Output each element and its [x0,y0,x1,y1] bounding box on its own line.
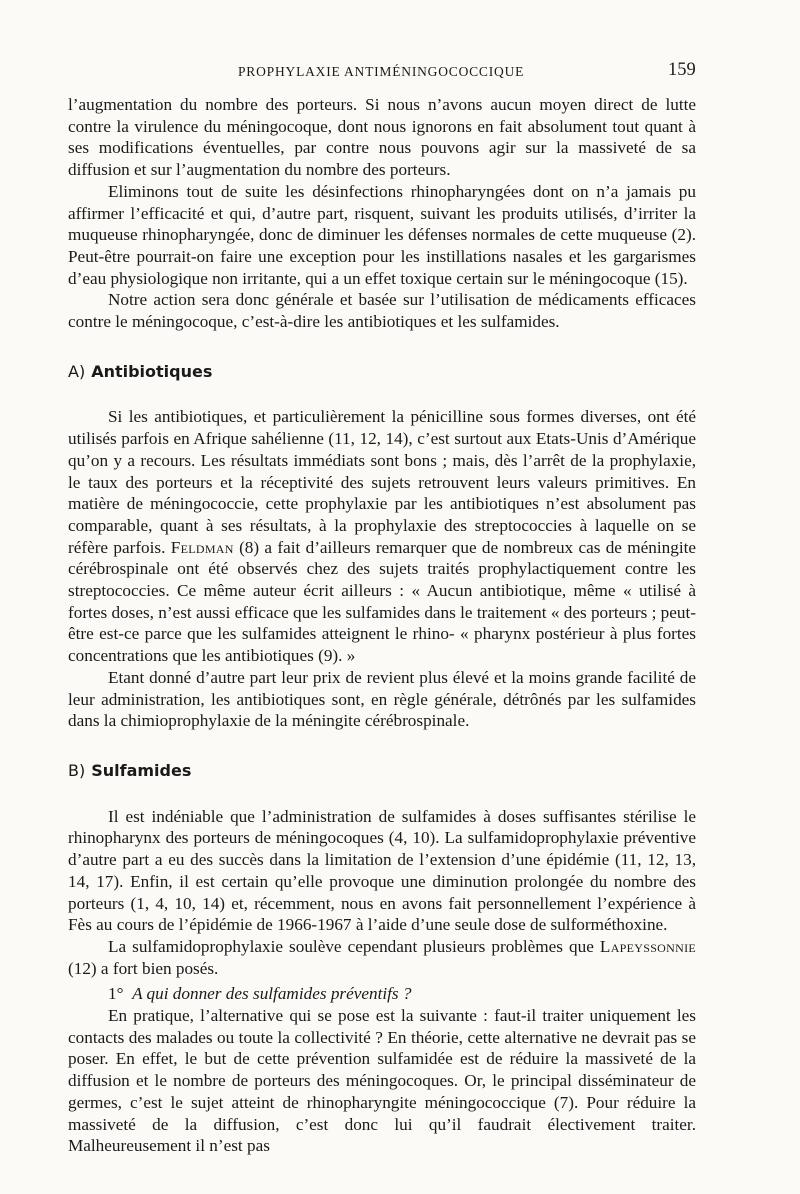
subheading-text: A qui donner des sulfamides préventifs ? [132,984,412,1004]
section-heading-antibiotiques [68,361,696,383]
paragraph-text: (12) a fort bien posés. [68,958,219,978]
page-number: 159 [668,60,696,80]
paragraph: Eliminons tout de suite les désinfections rhinopharyngées dont on n’a jamais pu affirmer l’efficacité et qui, d’autre part, risquent, suivant les produits utilisés, d’irriter la muqueuse rhinopharyngée, donc de diminuer les défenses normales de cette muqueuse (2). Peut-être pourrait-on faire une exception pour les instillations nasales et les gargarismes d’eau physiologique non irritante, qui a un effet toxique certain sur le méningocoque (15). [68,181,696,288]
paragraph-text: Si les antibiotiques, et particulièrement la pénicilline sous formes diverses, ont été utilisés parfois en Afrique sahélienne (11, 12, 14), c’est surtout aux Etats-Unis d’Amérique qu’on y a recours. Les résultats immédiats sont bons ; mais, dès l’arrêt de la prophylaxie, le taux des porteurs et la réceptivité des sujets retrouvent leurs valeurs primitives. En matière de méningococcie, cette prophylaxie par les antibiotiques n’est absolument pas comparable, quant à ses résultats, à la prophylaxie des streptococcies à laquelle on se réfère parfois. [68,407,696,557]
paragraph [68,936,696,979]
body-text [68,94,696,1157]
paragraph: Etant donné d’autre part leur prix de revient plus élevé et la moins grande facilité de leur administration, les antibiotiques sont, en règle générale, détrônés par les sulfamides dans la chimioprophylaxie de la méningite cérébrospinale. [68,667,696,731]
paragraph [68,406,696,666]
section-title: Antibiotiques [91,361,213,381]
paragraph: Il est indéniable que l’administration de sulfamides à doses suffisantes stérilise le rhinopharynx des porteurs de méningocoques (4, 10). La sulfamidoprophylaxie préventive d’autre part a eu des succès dans la limitation de l’extension d’une épidémie (11, 12, 13, 14, 17). Enfin, il est certain qu’elle provoque une diminution prolongée du nombre des porteurs (1, 4, 10, 14) et, récemment, nous en avons fait personnellement l’expérience à Fès au cours de l’épidémie de 1966-1967 à l’aide d’une seule dose de sulforméthoxine. [68,806,696,935]
paragraph: En pratique, l’alternative qui se pose est la suivante : faut-il traiter uniquement les contacts des malades ou toute la collectivité ? En théorie, cette alternative ne devrait pas se poser. En effet, le but de cette prévention sulfamidée est de réduire la massiveté de la diffusion et le nombre de porteurs des méningocoques. Or, le principal disséminateur de germes, c’est le sujet atteint de rhinopharyngite méningococcique (7). Pour réduire la massiveté de la diffusion, c’est donc lui qu’il faudrait électivement traiter. Malheureusement il n’est pas [68,1006,696,1156]
section-letter: B) [68,760,86,780]
paragraph: l’augmentation du nombre des porteurs. Si nous n’avons aucun moyen direct de lutte contre la virulence du méningocoque, dont nous ignorons en fait absolument tout quant à ses modifications éventuelles, par contre nous pouvons agir sur la massiveté de sa diffusion et sur l’augmentation du nombre des porteurs. [68,95,696,180]
subheading-number: 1° [108,984,124,1004]
section-title: Sulfamides [91,760,192,780]
author-name: Lapeyssonnie [599,936,696,956]
paragraph-text: La sulfamidoprophylaxie soulève cependant plusieurs problèmes que [108,936,594,956]
section-heading-sulfamides [68,760,696,782]
paragraph: Notre action sera donc générale et basée sur l’utilisation de médicaments efficaces contre le méningocoque, c’est-à-dire les antibiotiques et les sulfamides. [68,290,696,332]
section-letter: A) [68,361,86,381]
running-head: PROPHYLAXIE ANTIMÉNINGOCOCCIQUE [238,64,525,79]
subheading [68,983,696,1005]
paragraph-text: (8) a fait d’ailleurs remarquer que de nombreux cas de méningite cérébrospinale ont été observés chez des sujets traités prophylactiquement contre les streptococcies. Ce même auteur écrit ailleurs : « Aucun antibiotique, même « utilisé à fortes doses, n’est aussi efficace que les sulfamides dans le traitement « des porteurs ; peut-être est-ce parce que les sulfamides atteignent le rhino- « pharynx postérieur à plus fortes concentrations que les antibiotiques (9). » [68,537,696,666]
author-name: Feldman [170,537,234,557]
